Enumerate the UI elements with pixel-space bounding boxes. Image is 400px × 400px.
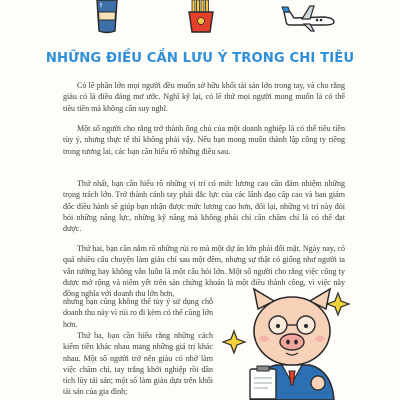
paragraph-business-owner: Một số người cho rằng trở thành ông chủ của một doanh nghiệp là có thể tiêu tiền tùy ý, nhưng thực tế thì không phải vậy. Nếu bạn mong muốn thành lập công ty riêng trong tương lai, các bạn cần hiểu rõ những điều sau. bbox=[63, 124, 345, 156]
airplane-icon bbox=[280, 4, 336, 32]
cup-icon bbox=[94, 0, 120, 34]
document-title: NHỮNG ĐIỀU CẦN LƯU Ý TRONG CHI TIÊU bbox=[45, 51, 355, 66]
paragraph-third-point: Thứ ba, bạn cần hiểu rằng những cách kiếm tiền khác nhau mang những giá trị khác nhau. Một số người trở nên giàu có nhờ làm việc chăm chỉ, tay trắng khởi nghiệp rồi dần tích lũy tài sản; một số làm giàu dựa trên khối tài sản của gia đình; bbox=[63, 331, 213, 397]
pig-businessman-illustration bbox=[214, 279, 362, 400]
paragraph-second-point: Thứ hai, bạn cần nắm rõ những rủi ro mà một dự án lớn phải đối mặt. Ngày nay, có quá nhiều câu chuyện làm giàu chỉ sau một đêm, nhưng sự thật có giống như người ta vẫn tưởng hay không vẫn luôn là một câu hỏi lớn. Một số người cho rằng việc công ty được mở rộng và niêm yết trên sàn chứng khoán là một điều thành công, vì việc này đồng nghĩa với doanh thu lớn hơn, bbox=[63, 244, 345, 299]
fries-icon bbox=[186, 0, 216, 34]
paragraph-first-point: Thứ nhất, bạn cần hiểu rõ những vị trí có mức lương cao cần đảm nhiệm những trọng trách lớn. Trở thành cánh tay phải đắc lực của các lãnh đạo cấp cao và ban giám đốc điều hành sẽ giúp bạn nhận được mức lương cao hơn, đổi lại, những vị trí này đòi hỏi những năng lực, những kỹ năng mà không phải chỉ cần chăm chỉ là có thể đạt được. bbox=[63, 179, 345, 234]
paragraph-second-point-continued: nhưng bạn cũng không thể tùy ý sử dụng chỗ doanh thu này vì rủi ro đi kèm có thể cũng lớn hơn. bbox=[63, 297, 213, 329]
paragraph-intro: Có lẽ phần lớn mọi người đều muốn sở hữu khối tài sản lớn trong tay, và cho rằng giàu có là điều đáng mơ ước. Nghĩ kỹ lại, có lẽ thứ mọi người mong muốn là có thể tiêu tiền mà không cần suy nghĩ. bbox=[63, 81, 345, 113]
